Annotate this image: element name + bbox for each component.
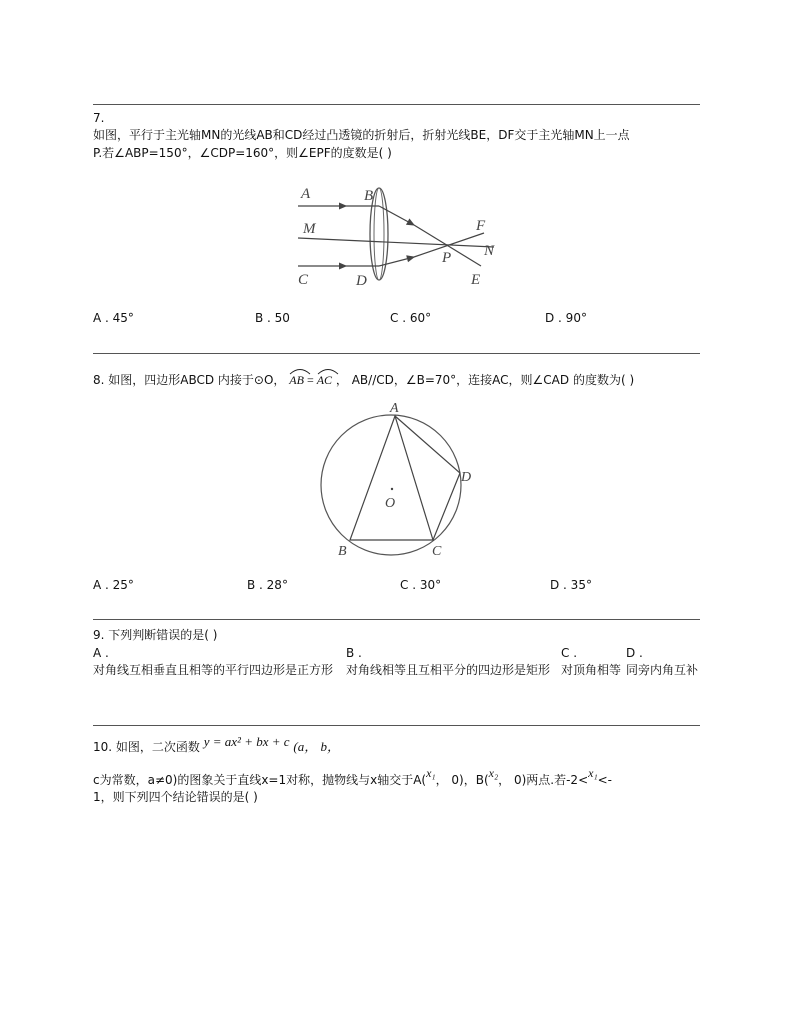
q7-number: 7. xyxy=(93,111,105,125)
q7-label-e: E xyxy=(471,272,481,288)
q7-label-m: M xyxy=(303,221,316,237)
q7-stem-line1: 如图，平行于主光轴MN的光线AB和CD经过凸透镜的折射后，折射光线BE，DF交于主光轴MN上一点 xyxy=(93,128,630,142)
q10-prefix: 10. 如图，二次函数 xyxy=(93,740,200,754)
q10-line2-c: ， 0)两点.若-2< xyxy=(498,773,589,787)
q8-center-dot xyxy=(391,488,393,490)
q8-arc-ab-label: AB xyxy=(289,373,304,387)
q7-lens-figure xyxy=(284,178,514,290)
divider-q7 xyxy=(93,104,700,105)
q9-option-a-text: 对角线互相垂直且相等的平行四边形是正方形 xyxy=(93,663,334,677)
q7-stem-line2: P.若∠ABP=150°，∠CDP=160°，则∠EPF的度数是( ) xyxy=(93,146,392,160)
q8-triangle-abc xyxy=(350,416,433,540)
q10-x1: x₁ xyxy=(426,766,436,780)
q8-arc-ab xyxy=(289,368,304,388)
q9-option-c[interactable] xyxy=(561,645,621,679)
q10-line2-a: c为常数，a≠0)的图象关于直线x=1对称，抛物线与x轴交于A( xyxy=(93,773,427,787)
q9-option-a[interactable] xyxy=(93,645,343,679)
q10-formula: y = ax² + bx + c xyxy=(203,734,290,749)
q7-option-d[interactable]: D . 90° xyxy=(545,311,587,325)
divider-q10 xyxy=(93,725,700,726)
q9-option-a-letter: A . xyxy=(93,646,109,660)
q7-option-c[interactable]: C . 60° xyxy=(390,311,432,325)
q7-option-b[interactable]: B . 50 xyxy=(255,311,290,325)
q7-label-n: N xyxy=(484,243,495,259)
q8-option-a[interactable]: A . 25° xyxy=(93,578,134,592)
q9-option-b-text: 对角线相等且互相平分的四边形是矩形 xyxy=(346,663,551,677)
q8-stem-prefix: 8. 如图，四边形ABCD 内接于⊙O， xyxy=(93,373,286,387)
q8-arc-ac-label: AC xyxy=(316,373,333,387)
divider-q8 xyxy=(93,353,700,354)
q8-label-b: B xyxy=(338,544,347,559)
q8-circle-figure xyxy=(318,400,478,560)
q10-x1-b: x₁ xyxy=(588,766,598,780)
q7-label-f: F xyxy=(476,218,486,234)
divider-q9 xyxy=(93,619,700,620)
q7-label-d: D xyxy=(356,273,367,289)
q8-option-d[interactable]: D . 35° xyxy=(550,578,592,592)
q8-label-o: O xyxy=(385,496,396,511)
q9-stem: 9. 下列判断错误的是( ) xyxy=(93,628,218,642)
q10-line2-d: <- xyxy=(597,773,613,787)
q8-stem-suffix: ， AB//CD，∠B=70°，连接AC，则∠CAD 的度数为( ) xyxy=(335,373,635,387)
q7-label-a: A xyxy=(301,186,311,202)
q9-option-b-letter: B . xyxy=(346,646,362,660)
q10-line2-b: ， 0)，B( xyxy=(435,773,489,787)
q8-stem xyxy=(93,368,634,388)
q8-label-a: A xyxy=(390,401,399,416)
q10-after-formula: (a， b， xyxy=(293,739,340,754)
q7-option-a[interactable]: A . 45° xyxy=(93,311,134,325)
q7-label-c: C xyxy=(298,272,309,288)
q8-option-c[interactable]: C . 30° xyxy=(400,578,442,592)
q10-stem-line3: 1，则下列四个结论错误的是( ) xyxy=(93,790,258,804)
q8-circle xyxy=(321,415,461,555)
q8-label-c: C xyxy=(432,544,442,559)
q8-option-b[interactable]: B . 28° xyxy=(247,578,288,592)
q10-stem-line2 xyxy=(93,766,613,788)
q9-option-d[interactable] xyxy=(626,645,701,679)
q9-option-c-text: 对顶角相等 xyxy=(561,663,622,677)
q9-option-b[interactable] xyxy=(346,645,558,679)
q8-label-d: D xyxy=(461,470,472,485)
q7-label-p: P xyxy=(442,250,452,266)
q8-arc-ac xyxy=(317,368,332,388)
q9-option-c-letter: C . xyxy=(561,646,578,660)
q10-x2: x₂ xyxy=(488,766,499,780)
q10-stem-line1 xyxy=(93,734,340,755)
q7-label-b: B xyxy=(364,188,374,204)
q8-arc-eq: = xyxy=(303,373,317,387)
q9-option-d-letter: D . xyxy=(626,646,643,660)
q9-option-d-text: 同旁内角互补 xyxy=(626,663,699,677)
